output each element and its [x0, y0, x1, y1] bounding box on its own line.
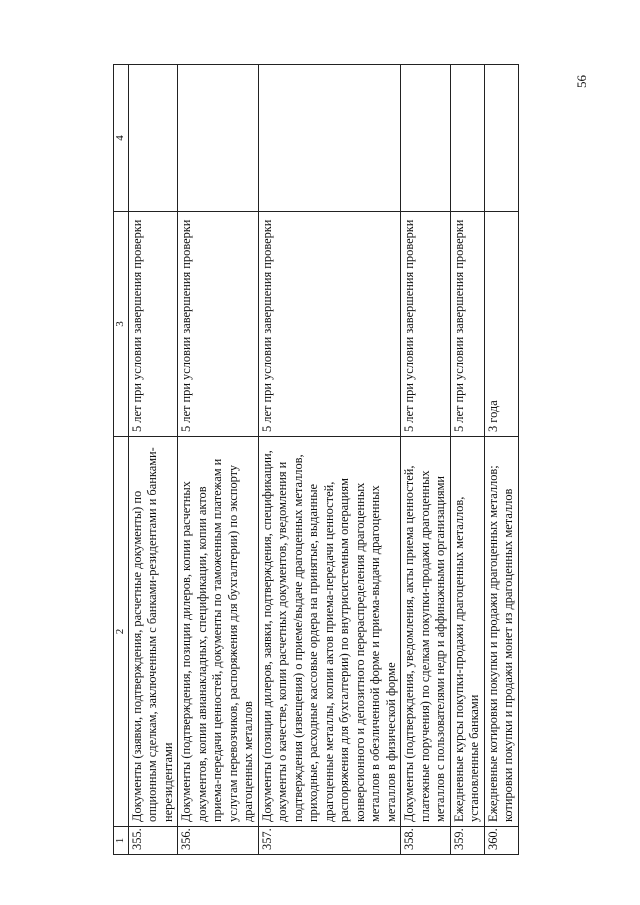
retention-term: 5 лет при условии завершения проверки — [178, 212, 259, 437]
header-col-1: 1 — [114, 827, 129, 855]
document-description: Документы (заявки, подтверждения, расчетные документы) по опционным сделкам, заключенным с банками-резидентами и банками-нерезидентами — [128, 437, 178, 827]
row-note — [258, 65, 401, 212]
document-description: Ежедневные котировки покупки и продажи драгоценных металлов; котировки покупки и продажи монет из драгоценных металлов — [484, 437, 518, 827]
row-number: 359. — [450, 827, 484, 855]
table-row — [128, 65, 178, 855]
row-note — [450, 65, 484, 212]
rotated-page-content — [113, 65, 525, 855]
table-row — [484, 65, 518, 855]
document-description: Ежедневные курсы покупки-продажи драгоценных металлов, установленные банками — [450, 437, 484, 827]
retention-term: 3 года — [484, 212, 518, 437]
document-description: Документы (подтверждения, уведомления, акты приема ценностей, платежные поручения) по сделкам покупки-продажи драгоценных металлов с пользователями недр и аффинажными организациями — [401, 437, 451, 827]
header-col-3: 3 — [114, 212, 129, 437]
row-note — [484, 65, 518, 212]
table-row — [450, 65, 484, 855]
retention-term: 5 лет при условии завершения проверки — [401, 212, 451, 437]
retention-term: 5 лет при условии завершения проверки — [258, 212, 401, 437]
header-row — [114, 65, 129, 855]
header-col-2: 2 — [114, 437, 129, 827]
row-number: 356. — [178, 827, 259, 855]
row-note — [401, 65, 451, 212]
retention-term: 5 лет при условии завершения проверки — [128, 212, 178, 437]
row-number: 357. — [258, 827, 401, 855]
row-note — [128, 65, 178, 212]
header-col-4: 4 — [114, 65, 129, 212]
table-row — [258, 65, 401, 855]
table-row — [178, 65, 259, 855]
row-note — [178, 65, 259, 212]
row-number: 355. — [128, 827, 178, 855]
page-number: 56 — [574, 75, 589, 88]
document-description: Документы (позиции дилеров, заявки, подтверждения, спецификации, документы о качестве, копии расчетных документов, уведомления и подтверждения (извещения) о приеме/выдаче драгоценных металлов, приходные, расходные кассовые ордера на принятые, выданные драгоценные металлы, копии актов приема-передачи ценностей, распоряжения для бухгалтерии) по внутрисистемным операциям конверсионного и депозитного перераспределения драгоценных металлов в обезличенной форме и приема-выдачи драгоценных металлов в физической форме — [258, 437, 401, 827]
row-number: 360. — [484, 827, 518, 855]
row-number: 358. — [401, 827, 451, 855]
document-description: Документы (подтверждения, позиции дилеров, копии расчетных документов, копии авианакладных, спецификации, копии актов приема-передачи ценностей, документы по таможенным платежам и услугам перевозчиков, распоряжения для бухгалтерии) по экспорту драгоценных металлов — [178, 437, 259, 827]
retention-table — [113, 64, 519, 855]
table-row — [401, 65, 451, 855]
retention-term: 5 лет при условии завершения проверки — [450, 212, 484, 437]
